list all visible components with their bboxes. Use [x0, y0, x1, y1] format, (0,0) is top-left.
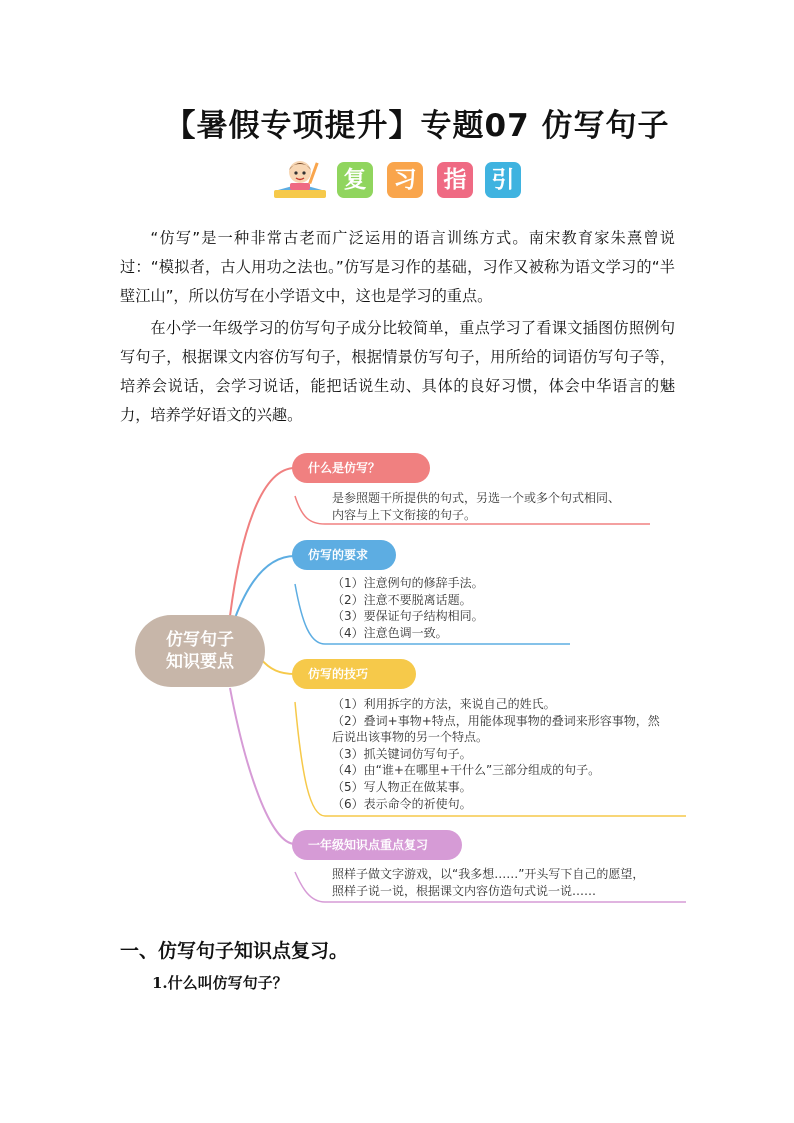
- review-guide-banner: [272, 156, 532, 204]
- branch-what-is: 什么是仿写？: [292, 453, 430, 483]
- branch-techniques-content: [332, 696, 660, 812]
- leaf-line: （5）写人物正在做某事。: [332, 779, 472, 794]
- leaf-line: 是参照题干所提供的句式，另选一个或多个句式相同、: [332, 491, 621, 505]
- leaf-line: （6）表示命令的祈使句。: [332, 796, 472, 811]
- student-reading-icon: [272, 156, 328, 204]
- branch-requirements: 仿写的要求: [292, 540, 396, 570]
- branch-grade1-review: 一年级知识点重点复习: [292, 830, 462, 860]
- intro-paragraph-2: 在小学一年级学习的仿写句子成分比较简单，重点学习了看课文插图仿照例句写句子，根据课文内容仿写句子，根据情景仿写句子，用所给的词语仿写句子等，培养会说话，会学习说话，能把话说生动、具体的良好习惯，体会中华语言的魅力，培养学好语文的兴趣。: [120, 319, 675, 424]
- branch-grade1-review-content: [332, 866, 644, 899]
- section-subheading: 1.什么叫仿写句子？: [152, 974, 288, 992]
- leaf-line: 后说出该事物的另一个特点。: [332, 730, 489, 745]
- leaf-line: （2）叠词+事物+特点，用能体现事物的叠词来形容事物，然: [332, 713, 660, 728]
- guide-tile-2: 习: [387, 162, 423, 198]
- branch-requirements-content: [332, 575, 484, 641]
- mind-map-center: [135, 615, 265, 687]
- center-line-1: 仿写句子: [166, 630, 234, 650]
- leaf-line: （3）要保证句子结构相同。: [332, 609, 484, 624]
- center-line-2: 知识要点: [166, 652, 234, 672]
- leaf-line: （4）注意色调一致。: [332, 625, 448, 640]
- leaf-line: （1）利用拆字的方法，来说自己的姓氏。: [332, 697, 556, 711]
- guide-tile-4: 引: [485, 162, 521, 198]
- section-heading: 一、仿写句子知识点复习。: [120, 940, 349, 962]
- guide-tile-3: 指: [437, 162, 473, 198]
- intro-paragraph-1: “仿写”是一种非常古老而广泛运用的语言训练方式。南宋教育家朱熹曾说过：“模拟者，古人用功之法也。”仿写是习作的基础，习作又被称为语文学习的“半壁江山”，所以仿写在小学语文中，这也是学习的重点。: [120, 229, 675, 305]
- leaf-line: （2）注意不要脱离话题。: [332, 592, 472, 607]
- branch-techniques: 仿写的技巧: [292, 659, 416, 689]
- leaf-line: 照样子说一说，根据课文内容仿造句式说一说……: [332, 883, 597, 898]
- leaf-line: （4）由“谁+在哪里+干什么”三部分组成的句子。: [332, 763, 601, 778]
- branch-what-is-content: [332, 490, 620, 523]
- leaf-line: 照样子做文字游戏，以“我多想……”开头写下自己的愿望，: [332, 867, 645, 881]
- mind-map: [120, 448, 700, 918]
- document-title: 【暑假专项提升】专题07 仿写句子: [164, 108, 670, 144]
- guide-tile-1: 复: [337, 162, 373, 198]
- leaf-line: （3）抓关键词仿写句子。: [332, 746, 472, 761]
- leaf-line: 内容与上下文衔接的句子。: [332, 507, 477, 522]
- leaf-line: （1）注意例句的修辞手法。: [332, 576, 484, 590]
